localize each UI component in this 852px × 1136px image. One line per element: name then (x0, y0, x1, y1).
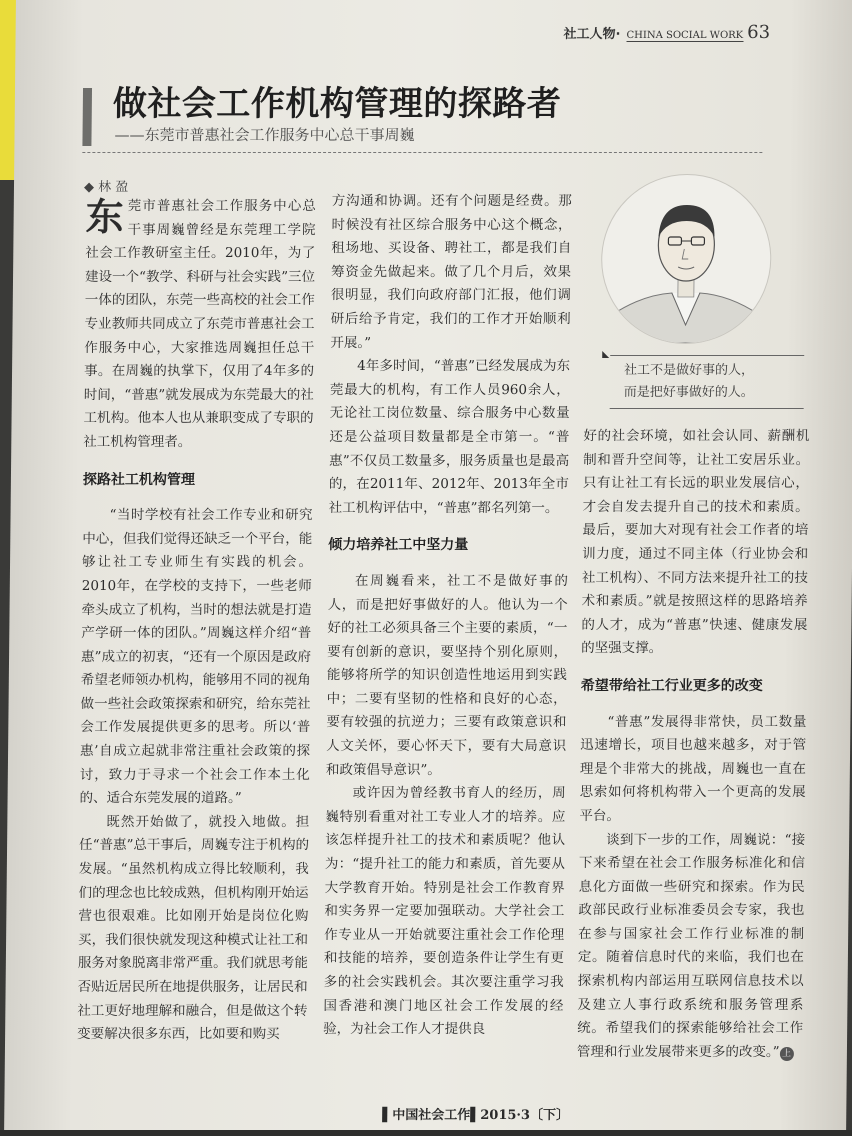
column-3 (577, 425, 810, 1064)
section-heading-1: 探路社工机构管理 (82, 471, 196, 488)
intro-text: 莞市普惠社会工作服务中心总干事周巍曾经是东莞理工学院社会工作教研室主任。2010年，为了建设一个“教学、科研与社会实践”三位一体的团队，东莞一些高校的社会工作专业教师共同成立了东莞市普惠社会工作服务中心，大家推选周巍担任总干事。在周巍的执掌下，仅用了4年多的时间，“普惠”就发展成为东莞最大的社工机构。他本人也从兼职变成了专职的社工机构管理者。 (83, 198, 316, 450)
article-subtitle: ——东莞市普惠社会工作服务中心总干事周巍 (114, 126, 415, 144)
end-mark-icon: 上 (779, 1047, 793, 1061)
magazine-page (4, 0, 852, 1136)
paragraph: 在周巍看来，社工不是做好事的人，而是把好事做好的人。他认为一个好的社工必须具备三个主要的素质，“一要有创新的意识，要坚持个别化原则，能够将所学的知识创造性地运用到实践中；二要有坚韧的性格和良好的心态，要有较强的抗逆力；三要有政策意识和人文关怀，要心怀天下，要有大局意识和政策倡导意识”。 (325, 572, 568, 778)
page-number: 63 (747, 22, 771, 43)
intro-paragraph (83, 195, 316, 455)
caption-line-1: 社工不是做好事的人， (623, 363, 755, 378)
table-edge (0, 1130, 852, 1136)
portrait-photo (600, 174, 772, 344)
article-title: 做社会工作机构管理的探路者 (112, 84, 562, 124)
title-bar-decoration (82, 88, 92, 146)
caption-arrow-icon (602, 351, 609, 358)
dropcap: 东 (85, 195, 124, 239)
author-byline: ◆ 林 盈 (83, 180, 129, 195)
final-text: 谈到下一步的工作，周巍说：“接下来希望在社会工作服务标准化和信息化方面做一些研究和探索。作为民政部民政行业标准委员会专家，我也在参与国家社会工作行业标准的制定。随着信息时代的来临，我们也在探索机构内部运用互联网信息技术以及建立人事行政系统和服务管理系统。希望我们的探索能够给社会工作管理和行业发展带来更多的改变。” (576, 831, 806, 1060)
page-footer: ▌中国社会工作▌2015·3〔下〕 (382, 1108, 570, 1123)
magazine-name: CHINA SOCIAL WORK (626, 30, 744, 41)
section-label: 社工人物· (563, 27, 621, 42)
paragraph: 4年多时间，“普惠”已经发展成为东莞最大的机构，有工作人员960余人，无论社工岗位数量、综合服务中心数量还是公益项目数量都是全市第一。“普惠”不仅员工数量多，服务质量也是最高的，在2011年、2012年、2013年全市社工机构评估中，“普惠”都名列第一。 (328, 358, 571, 516)
portrait-sketch-icon (601, 175, 771, 343)
column-2 (323, 190, 572, 1042)
final-paragraph (577, 829, 805, 1065)
paragraph: “普惠”发展得非常快，员工数量迅速增长，项目也越来越多，对于管理是个非常大的挑战，周巍也一直在思索如何将机构带入一个更高的发展平台。 (579, 713, 807, 824)
section-heading-2: 倾力培养社工中坚力量 (328, 537, 469, 554)
paragraph: 好的社会环境，如社会认同、薪酬机制和晋升空间等，让社工安居乐业。只有让社工有长远的职业发展信心，才会自发去提升自己的技术和素质。最后，要加大对现有社会工作者的培训力度，通过不同主体（行业协会和社工机构）、不同方法来提升社工的技术和素质。”就是按照这样的思路培养的人才，成为“普惠”快速、健康发展的坚强支撑。 (581, 428, 810, 657)
caption-line-2: 而是把好事做好的人。 (623, 385, 754, 400)
paragraph: “当时学校有社会工作专业和研究中心，但我们觉得还缺乏一个平台，能够让社工专业师生有实践的机会。2010年，在学校的支持下，一些老师牵头成立了机构，当时的想法就是打造产学研一体的团队。”周巍这样介绍“普惠”成立的初衷，“还有一个原因是政府希望老师领办机构，能够用不同的视角做一些社会政策探索和研究，给东莞社会工作发展提供更多的思考。所以‘普惠’自成立起就非常注重社会政策的探讨，致力于寻求一个社会工作本土化的、适合东莞发展的道路。” (79, 507, 313, 807)
paragraph: 方沟通和协调。还有个问题是经费。那时候没有社区综合服务中心这个概念，租场地、买设备、聘社工，都是我们自筹资金先做起来。做了几个月后，效果很明显，我们向政府部门汇报，他们调研后给予肯定，我们的工作才开始顺利开展。” (330, 193, 572, 351)
paragraph: 既然开始做了，就投入地做。担任“普惠”总干事后，周巍专注于机构的发展。“虽然机构成立得比较顺利，我们的理念也比较成熟，但机构刚开始运营也很艰难。比如刚开始是岗位化购买，我们很快就发现这种模式让社工和服务对象脱离非常严重。我们就思考能否贴近居民所在地提供服务，让居民和社工更好地理解和融合，但是做这个转变要解决很多东西，比如要和购买 (77, 813, 310, 1043)
paragraph: 或许因为曾经教书育人的经历，周巍特别看重对社工专业人才的培养。应该怎样提升社工的技术和素质呢？他认为：“提升社工的能力和素质，首先要从大学教育开始。特别是社会工作教育界和实务界一定要加强联动。大学社会工作专业从一开始就要注重社会工作伦理和技能的培养，要创造条件让学生有更多的社会实践机会。其次要注重学习我国香港和澳门地区社会工作发展的经验，为社会工作人才提供良 (323, 785, 566, 1038)
section-heading-3: 希望带给社工行业更多的改变 (580, 677, 763, 694)
column-1 (77, 195, 316, 1047)
running-header (563, 22, 770, 43)
photo-caption (610, 355, 805, 409)
title-divider (82, 152, 762, 153)
